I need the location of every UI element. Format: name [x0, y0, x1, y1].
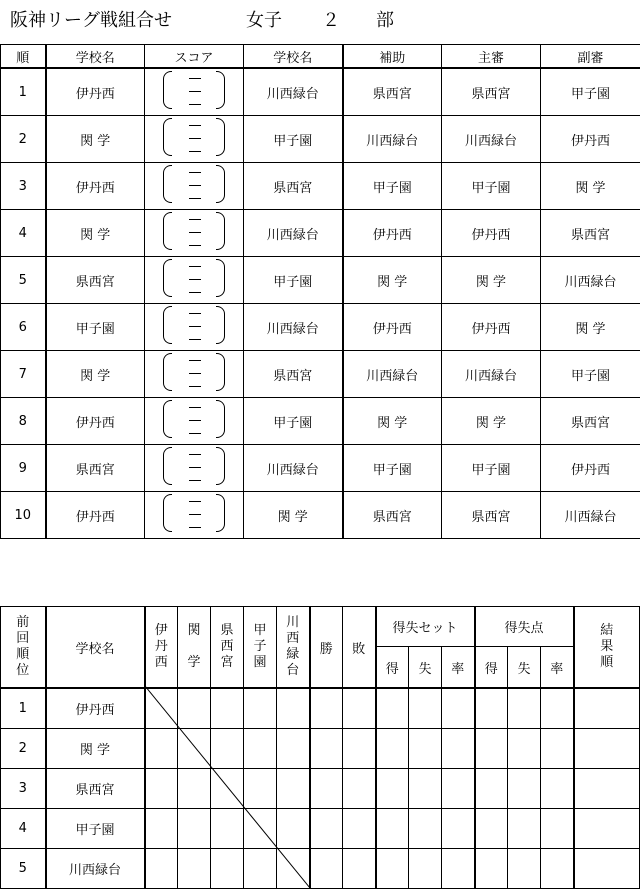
final-rank: [574, 849, 640, 889]
set-gain: [376, 769, 409, 809]
set-gain: [376, 729, 409, 769]
point-rate: [541, 729, 574, 769]
sub-referee: 伊丹西: [541, 445, 640, 492]
match-row: [1, 351, 640, 398]
header-loss: 敗: [343, 607, 376, 689]
header-set-loss: 失: [409, 647, 442, 688]
final-rank: [574, 809, 640, 849]
sub-referee: 川西緑台: [541, 492, 640, 539]
school-a: 伊丹西: [46, 163, 145, 210]
header-school-a: 学校名: [46, 45, 145, 69]
prev-rank: 5: [1, 849, 46, 889]
school-b: 川西緑台: [244, 304, 343, 351]
win-count: [310, 688, 343, 729]
assistant: 甲子園: [343, 445, 442, 492]
referee: 川西緑台: [442, 116, 541, 163]
schedule-table: [0, 44, 640, 539]
referee: 伊丹西: [442, 210, 541, 257]
school-b: 県西宮: [244, 163, 343, 210]
referee: 伊丹西: [442, 304, 541, 351]
school-b: 県西宮: [244, 351, 343, 398]
score-bracket: [163, 211, 225, 251]
final-rank: [574, 688, 640, 729]
loss-count: [343, 729, 376, 769]
set-loss: [409, 809, 442, 849]
final-rank: [574, 769, 640, 809]
school-b: 川西緑台: [244, 68, 343, 116]
header-opp-koshien: 甲 子 園: [244, 607, 277, 689]
school-b: 関 学: [244, 492, 343, 539]
match-number: 6: [1, 304, 46, 351]
point-loss: [508, 729, 541, 769]
sub-referee: 県西宮: [541, 210, 640, 257]
header-school: 学校名: [46, 607, 145, 689]
match-number: 2: [1, 116, 46, 163]
sub-referee: 関 学: [541, 163, 640, 210]
school-name: 関 学: [46, 729, 145, 769]
point-rate: [541, 849, 574, 889]
match-row: [1, 257, 640, 304]
score-bracket: [163, 164, 225, 204]
score-bracket: [163, 70, 225, 110]
win-count: [310, 809, 343, 849]
win-count: [310, 769, 343, 809]
point-rate: [541, 688, 574, 729]
match-row: [1, 304, 640, 351]
referee: 県西宮: [442, 68, 541, 116]
score-cell: [145, 398, 244, 445]
assistant: 関 学: [343, 398, 442, 445]
header-score: スコア: [145, 45, 244, 69]
diagonal-line: [145, 686, 310, 888]
set-rate: [442, 849, 475, 889]
results-table: [0, 606, 640, 889]
match-number: 9: [1, 445, 46, 492]
result-row: [1, 688, 640, 729]
school-b: 川西緑台: [244, 210, 343, 257]
result-row: [1, 729, 640, 769]
set-rate: [442, 688, 475, 729]
result-row: [1, 809, 640, 849]
school-b: 川西緑台: [244, 445, 343, 492]
point-rate: [541, 809, 574, 849]
score-cell: [145, 116, 244, 163]
school-a: 伊丹西: [46, 492, 145, 539]
match-row: [1, 116, 640, 163]
header-point-loss: 失: [508, 647, 541, 688]
match-row: [1, 445, 640, 492]
header-point-group: 得失点: [475, 607, 574, 647]
assistant: 県西宮: [343, 68, 442, 116]
school-a: 伊丹西: [46, 398, 145, 445]
result-row: [1, 849, 640, 889]
set-loss: [409, 849, 442, 889]
sub-referee: 関 学: [541, 304, 640, 351]
score-bracket: [163, 117, 225, 157]
referee: 川西緑台: [442, 351, 541, 398]
point-loss: [508, 688, 541, 729]
referee: 県西宮: [442, 492, 541, 539]
school-b: 甲子園: [244, 398, 343, 445]
point-loss: [508, 809, 541, 849]
set-gain: [376, 688, 409, 729]
loss-count: [343, 849, 376, 889]
school-name: 川西緑台: [46, 849, 145, 889]
point-rate: [541, 769, 574, 809]
header-referee: 主審: [442, 45, 541, 69]
sub-referee: 伊丹西: [541, 116, 640, 163]
set-rate: [442, 809, 475, 849]
title-division: 女子: [246, 6, 282, 32]
referee: 甲子園: [442, 163, 541, 210]
match-number: 5: [1, 257, 46, 304]
assistant: 伊丹西: [343, 304, 442, 351]
title-name: 阪神リーグ戦組合せ: [10, 6, 172, 32]
set-gain: [376, 849, 409, 889]
match-number: 1: [1, 68, 46, 116]
match-row: [1, 68, 640, 116]
point-gain: [475, 769, 508, 809]
match-number: 3: [1, 163, 46, 210]
header-opp-itami: 伊 丹 西: [145, 607, 178, 689]
header-win: 勝: [310, 607, 343, 689]
match-row: [1, 398, 640, 445]
school-name: 県西宮: [46, 769, 145, 809]
match-number: 10: [1, 492, 46, 539]
header-opp-kennishinomiya: 県 西 宮: [211, 607, 244, 689]
referee: 甲子園: [442, 445, 541, 492]
header-point-gain: 得: [475, 647, 508, 688]
prev-rank: 2: [1, 729, 46, 769]
school-a: 甲子園: [46, 304, 145, 351]
sub-referee: 甲子園: [541, 68, 640, 116]
score-cell: [145, 68, 244, 116]
match-number: 4: [1, 210, 46, 257]
school-b: 甲子園: [244, 116, 343, 163]
match-number: 8: [1, 398, 46, 445]
prev-rank: 4: [1, 809, 46, 849]
set-loss: [409, 769, 442, 809]
assistant: 伊丹西: [343, 210, 442, 257]
score-cell: [145, 210, 244, 257]
school-a: 県西宮: [46, 445, 145, 492]
win-count: [310, 849, 343, 889]
score-bracket: [163, 399, 225, 439]
score-cell: [145, 163, 244, 210]
header-set-group: 得失セット: [376, 607, 475, 647]
win-count: [310, 729, 343, 769]
school-name: 伊丹西: [46, 688, 145, 729]
loss-count: [343, 688, 376, 729]
header-prev-rank: 前 回 順 位: [1, 607, 46, 689]
header-final-rank: 結 果 順: [574, 607, 640, 689]
school-a: 関 学: [46, 116, 145, 163]
score-bracket: [163, 493, 225, 533]
match-row: [1, 210, 640, 257]
sub-referee: 甲子園: [541, 351, 640, 398]
header-sub-referee: 副審: [541, 45, 640, 69]
score-cell: [145, 445, 244, 492]
score-cell: [145, 304, 244, 351]
sub-referee: 川西緑台: [541, 257, 640, 304]
loss-count: [343, 809, 376, 849]
result-row: [1, 769, 640, 809]
assistant: 関 学: [343, 257, 442, 304]
set-rate: [442, 769, 475, 809]
score-cell: [145, 257, 244, 304]
match-row: [1, 492, 640, 539]
loss-count: [343, 769, 376, 809]
final-rank: [574, 729, 640, 769]
set-loss: [409, 729, 442, 769]
school-b: 甲子園: [244, 257, 343, 304]
set-gain: [376, 809, 409, 849]
score-cell: [145, 351, 244, 398]
assistant: 川西緑台: [343, 116, 442, 163]
score-bracket: [163, 258, 225, 298]
school-a: 関 学: [46, 351, 145, 398]
sub-referee: 県西宮: [541, 398, 640, 445]
header-assistant: 補助: [343, 45, 442, 69]
school-a: 県西宮: [46, 257, 145, 304]
prev-rank: 1: [1, 688, 46, 729]
point-loss: [508, 769, 541, 809]
point-loss: [508, 849, 541, 889]
assistant: 甲子園: [343, 163, 442, 210]
point-gain: [475, 729, 508, 769]
title-number: ２: [322, 6, 340, 32]
match-row: [1, 163, 640, 210]
school-a: 関 学: [46, 210, 145, 257]
assistant: 川西緑台: [343, 351, 442, 398]
set-loss: [409, 688, 442, 729]
assistant: 県西宮: [343, 492, 442, 539]
schedule-header-row: [1, 45, 640, 69]
referee: 関 学: [442, 398, 541, 445]
point-gain: [475, 809, 508, 849]
score-bracket: [163, 305, 225, 345]
score-bracket: [163, 446, 225, 486]
header-school-b: 学校名: [244, 45, 343, 69]
header-opp-kangaku: 関 学: [178, 607, 211, 689]
referee: 関 学: [442, 257, 541, 304]
header-set-gain: 得: [376, 647, 409, 688]
school-name: 甲子園: [46, 809, 145, 849]
header-order: 順: [1, 45, 46, 69]
point-gain: [475, 688, 508, 729]
score-cell: [145, 492, 244, 539]
title-suffix: 部: [376, 6, 394, 32]
header-set-rate: 率: [442, 647, 475, 688]
header-opp-kawanishi: 川 西 緑 台: [277, 607, 310, 689]
prev-rank: 3: [1, 769, 46, 809]
set-rate: [442, 729, 475, 769]
match-number: 7: [1, 351, 46, 398]
school-a: 伊丹西: [46, 68, 145, 116]
point-gain: [475, 849, 508, 889]
score-bracket: [163, 352, 225, 392]
header-point-rate: 率: [541, 647, 574, 688]
